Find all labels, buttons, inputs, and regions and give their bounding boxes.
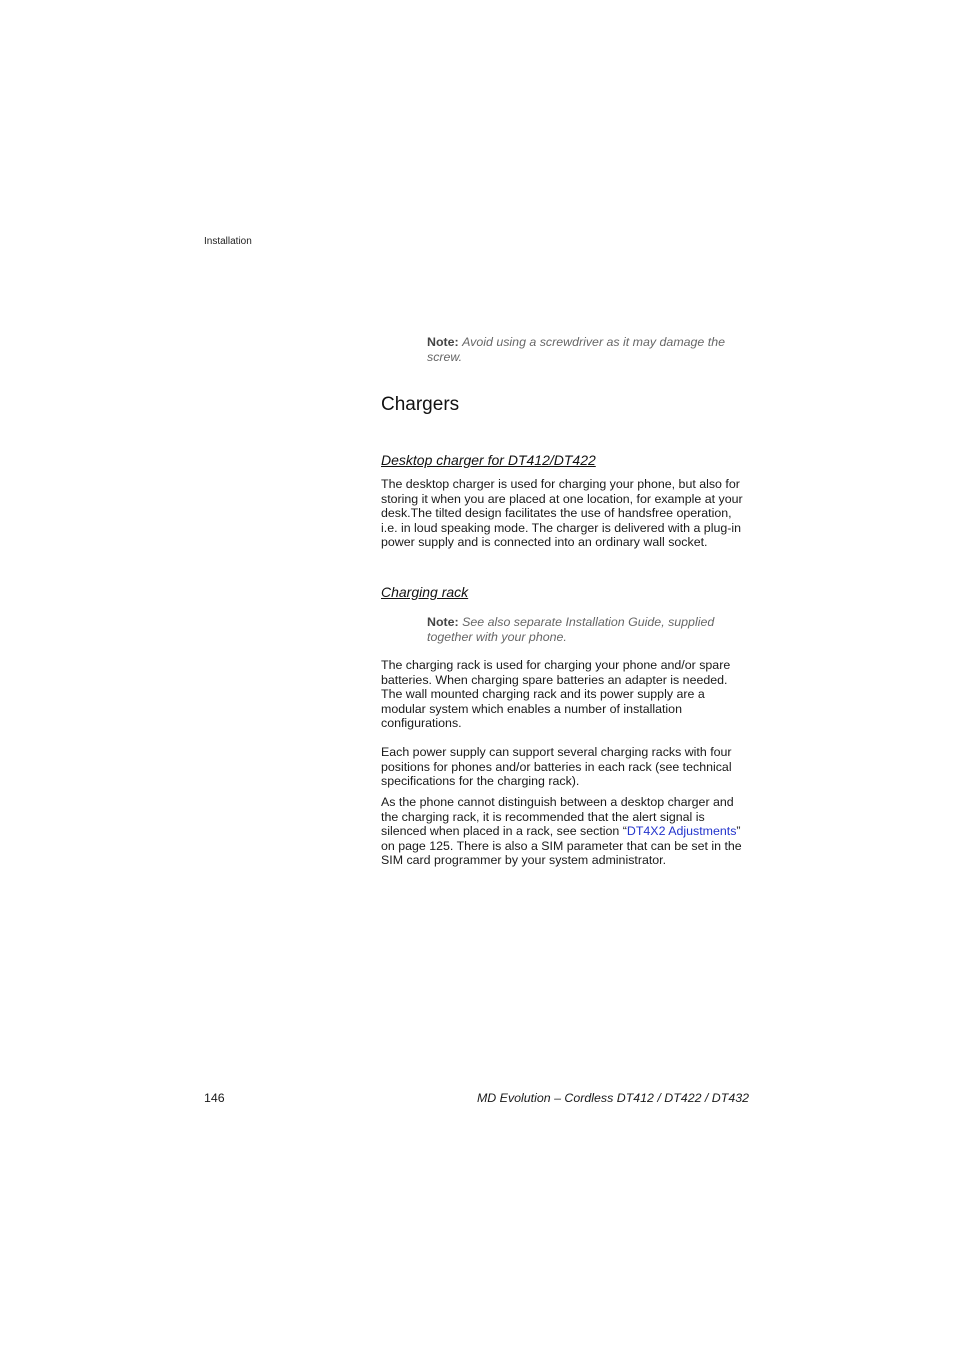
note-text: See also separate Installation Guide, supplied together with your phone. [427, 615, 715, 644]
section-title: Chargers [381, 394, 460, 415]
desktop-charger-heading: Desktop charger for DT412/DT422 [381, 452, 596, 468]
charging-rack-heading: Charging rack [381, 584, 469, 600]
note-label: Note: [427, 615, 459, 629]
footer-title: MD Evolution – Cordless DT412 / DT422 / DT432 [476, 1091, 749, 1105]
paragraph-text: As the phone cannot distinguish between a desktop charger and the charging rack, it is recommended that the alert signal is silenced when placed in a rack, see section “ [381, 795, 734, 839]
note-label: Note: [427, 335, 459, 349]
desktop-charger-body: The desktop charger is used for charging your phone, but also for storing it when you are placed at one location, for example at your desk.The tilted design facilitates the use of handsfree operation, i.e. in loud speaking mode. The charger is delivered with a plug-in power supply and is connected into an ordinary wall socket. [381, 477, 743, 550]
paragraph-text: ” on page 125. There is also a SIM parameter that can be set in the SIM card programmer by your system administrator. [381, 824, 742, 868]
dt4x2-adjustments-link[interactable]: DT4X2 Adjustments [626, 824, 737, 839]
running-header: Installation [204, 236, 252, 247]
charging-rack-paragraph-2: Each power supply can support several charging racks with four positions for phones and/or batteries in each rack (see technical specifications for the charging rack). [381, 745, 732, 789]
charging-rack-paragraph-1: The charging rack is used for charging your phone and/or spare batteries. When charging spare batteries an adapter is needed. The wall mounted charging rack and its power supply are a modular system which enables a number of installation configurations. [381, 658, 731, 731]
note-text: Avoid using a screwdriver as it may damage the screw. [427, 335, 725, 364]
page-number: 146 [204, 1091, 225, 1105]
note-screwdriver [427, 335, 747, 364]
charging-rack-paragraph-3 [381, 795, 751, 868]
note-installation-guide [427, 615, 747, 644]
